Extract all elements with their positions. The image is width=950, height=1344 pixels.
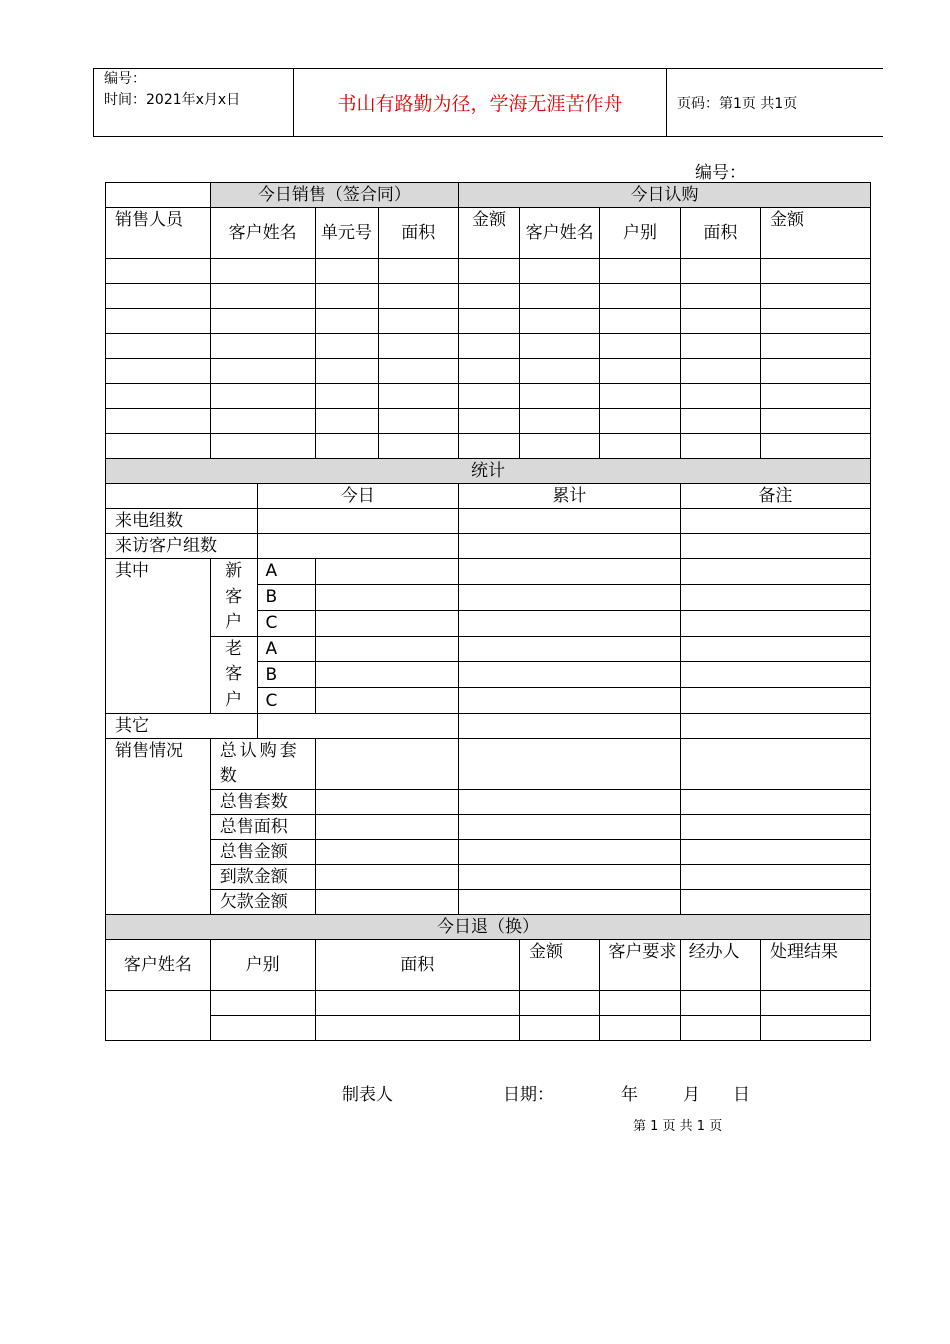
customer-name2-header: 客户姓名 — [519, 208, 599, 259]
cell[interactable] — [315, 384, 378, 409]
cell[interactable] — [761, 284, 871, 309]
stats-cumulative-header: 累计 — [458, 484, 680, 509]
cell[interactable] — [600, 359, 680, 384]
cell[interactable] — [210, 259, 315, 284]
cell[interactable] — [315, 662, 458, 688]
year-label: 年 — [621, 1085, 638, 1105]
cell[interactable] — [680, 610, 870, 636]
grade-c-label: C — [257, 688, 315, 714]
cell[interactable] — [315, 434, 378, 459]
cell[interactable] — [680, 409, 760, 434]
cell[interactable] — [315, 815, 458, 840]
table-row — [106, 1016, 871, 1041]
returns-customer-name-header: 客户姓名 — [106, 940, 211, 991]
cell[interactable] — [761, 309, 871, 334]
cell[interactable] — [519, 334, 599, 359]
stats-remark-header: 备注 — [680, 484, 870, 509]
cell[interactable] — [315, 309, 378, 334]
returns-header: 今日退（换） — [106, 915, 871, 940]
table-row — [106, 434, 871, 459]
cell[interactable] — [680, 865, 870, 890]
cell[interactable] — [315, 790, 458, 815]
table-row — [106, 359, 871, 384]
cell[interactable] — [761, 1016, 871, 1041]
total-subscribed-label: 总认购套数 — [210, 739, 315, 790]
cell[interactable] — [106, 384, 211, 409]
cell[interactable] — [315, 890, 458, 915]
grade-b-label: B — [257, 584, 315, 610]
table-row — [106, 334, 871, 359]
cell[interactable] — [315, 334, 378, 359]
cell[interactable] — [680, 739, 870, 790]
salesperson-header: 销售人员 — [106, 208, 211, 259]
cell[interactable] — [315, 559, 458, 585]
area2-header: 面积 — [680, 208, 760, 259]
cell[interactable] — [257, 714, 458, 739]
cell[interactable] — [680, 714, 870, 739]
cell[interactable] — [106, 334, 211, 359]
stats-corner — [106, 484, 258, 509]
header-motto: 书山有路勤为径，学海无涯苦作舟 — [294, 69, 667, 136]
cell[interactable] — [315, 865, 458, 890]
sales-report-form — [105, 182, 871, 1041]
unit-type-header: 户别 — [600, 208, 680, 259]
table-row — [106, 309, 871, 334]
grade-b-label: B — [257, 662, 315, 688]
cell[interactable] — [458, 284, 519, 309]
cell[interactable] — [106, 284, 211, 309]
cell[interactable] — [315, 359, 378, 384]
cell[interactable] — [600, 991, 680, 1016]
cell[interactable] — [458, 815, 680, 840]
other-label: 其它 — [106, 714, 258, 739]
returns-result-header: 处理结果 — [761, 940, 871, 991]
cell[interactable] — [680, 688, 870, 714]
cell[interactable] — [257, 509, 458, 534]
cell[interactable] — [680, 534, 870, 559]
cell[interactable] — [458, 409, 519, 434]
cell[interactable] — [210, 409, 315, 434]
cell[interactable] — [519, 384, 599, 409]
cell[interactable] — [315, 610, 458, 636]
cell[interactable] — [680, 434, 760, 459]
cell[interactable] — [680, 1016, 760, 1041]
grade-a-label: A — [257, 559, 315, 585]
sales-status-label: 销售情况 — [106, 739, 211, 915]
owed-amount-label: 欠款金额 — [210, 890, 315, 915]
cell[interactable] — [458, 865, 680, 890]
cell[interactable] — [210, 1016, 315, 1041]
cell[interactable] — [210, 991, 315, 1016]
cell[interactable] — [680, 636, 870, 662]
cell[interactable] — [378, 309, 458, 334]
cell[interactable] — [680, 359, 760, 384]
unit-no-header: 单元号 — [315, 208, 378, 259]
cell[interactable] — [761, 359, 871, 384]
cell[interactable] — [210, 309, 315, 334]
cell[interactable] — [210, 359, 315, 384]
total-sold-amount-label: 总售金额 — [210, 840, 315, 865]
cell[interactable] — [378, 409, 458, 434]
cell[interactable] — [210, 434, 315, 459]
cell[interactable] — [458, 890, 680, 915]
cell[interactable] — [680, 384, 760, 409]
cell[interactable] — [315, 840, 458, 865]
cell[interactable] — [210, 334, 315, 359]
cell[interactable] — [106, 259, 211, 284]
cell[interactable] — [315, 991, 519, 1016]
cell[interactable] — [315, 688, 458, 714]
corner-cell — [106, 183, 211, 208]
day-label: 日 — [733, 1085, 750, 1105]
cell[interactable] — [680, 334, 760, 359]
table-row — [106, 409, 871, 434]
returns-unit-type-header: 户别 — [210, 940, 315, 991]
cell[interactable] — [458, 584, 680, 610]
month-label: 月 — [683, 1085, 700, 1105]
amount-header: 金额 — [458, 208, 519, 259]
table-row — [106, 284, 871, 309]
cell[interactable] — [458, 534, 680, 559]
cell[interactable] — [315, 1016, 519, 1041]
cell[interactable] — [458, 662, 680, 688]
cell[interactable] — [378, 434, 458, 459]
cell[interactable] — [458, 714, 680, 739]
amount2-header: 金额 — [761, 208, 871, 259]
cell[interactable] — [680, 662, 870, 688]
header-time: 时间：2021年x月x日 — [104, 92, 241, 108]
cell[interactable] — [680, 259, 760, 284]
header-serial: 编号： — [104, 71, 146, 87]
cell[interactable] — [458, 509, 680, 534]
table-row — [106, 991, 871, 1016]
cell[interactable] — [106, 359, 211, 384]
cell[interactable] — [458, 384, 519, 409]
cell[interactable] — [519, 259, 599, 284]
total-sold-area-label: 总售面积 — [210, 815, 315, 840]
customer-name-header: 客户姓名 — [210, 208, 315, 259]
old-customer-label: 老客户 — [210, 636, 257, 714]
cell[interactable] — [761, 991, 871, 1016]
returns-area-header: 面积 — [315, 940, 519, 991]
preparer-label: 制表人 — [342, 1085, 393, 1105]
cell[interactable] — [761, 384, 871, 409]
cell[interactable] — [519, 991, 599, 1016]
visits-label: 来访客户组数 — [106, 534, 258, 559]
cell[interactable] — [680, 890, 870, 915]
cell[interactable] — [680, 815, 870, 840]
cell[interactable] — [600, 384, 680, 409]
cell[interactable] — [680, 509, 870, 534]
cell[interactable] — [600, 259, 680, 284]
cell[interactable] — [106, 434, 211, 459]
cell[interactable] — [315, 284, 378, 309]
calls-label: 来电组数 — [106, 509, 258, 534]
cell[interactable] — [106, 309, 211, 334]
cell[interactable] — [257, 534, 458, 559]
cell[interactable] — [519, 284, 599, 309]
cell[interactable] — [458, 688, 680, 714]
cell[interactable] — [458, 739, 680, 790]
cell[interactable] — [458, 636, 680, 662]
cell[interactable] — [519, 359, 599, 384]
cell[interactable] — [600, 284, 680, 309]
stats-header: 统计 — [106, 459, 871, 484]
cell[interactable] — [680, 559, 870, 585]
returns-amount-header: 金额 — [519, 940, 599, 991]
cell[interactable] — [761, 434, 871, 459]
page-footer: 第 1 页 共 1 页 — [633, 1119, 723, 1134]
cell[interactable] — [458, 359, 519, 384]
cell[interactable] — [378, 359, 458, 384]
cell[interactable] — [600, 309, 680, 334]
cell[interactable] — [106, 991, 211, 1041]
cell[interactable] — [210, 284, 315, 309]
cell[interactable] — [210, 384, 315, 409]
cell[interactable] — [600, 409, 680, 434]
cell[interactable] — [761, 259, 871, 284]
cell[interactable] — [680, 584, 870, 610]
returns-handler-header: 经办人 — [680, 940, 760, 991]
stats-today-header: 今日 — [257, 484, 458, 509]
cell[interactable] — [315, 636, 458, 662]
today-sales-header: 今日销售（签合同） — [210, 183, 458, 208]
cell[interactable] — [458, 559, 680, 585]
returns-customer-request-header: 客户要求 — [600, 940, 680, 991]
cell[interactable] — [761, 334, 871, 359]
received-amount-label: 到款金额 — [210, 865, 315, 890]
cell[interactable] — [378, 284, 458, 309]
cell[interactable] — [458, 840, 680, 865]
today-subscribe-header: 今日认购 — [458, 183, 870, 208]
cell[interactable] — [680, 790, 870, 815]
cell[interactable] — [600, 434, 680, 459]
cell[interactable] — [519, 409, 599, 434]
area-header: 面积 — [378, 208, 458, 259]
cell[interactable] — [378, 259, 458, 284]
cell[interactable] — [458, 790, 680, 815]
date-label: 日期： — [503, 1085, 554, 1105]
cell[interactable] — [600, 1016, 680, 1041]
cell[interactable] — [680, 991, 760, 1016]
cell[interactable] — [519, 309, 599, 334]
cell[interactable] — [458, 309, 519, 334]
cell[interactable] — [519, 434, 599, 459]
new-customer-label: 新客户 — [210, 559, 257, 637]
cell[interactable] — [458, 334, 519, 359]
grade-c-label: C — [257, 610, 315, 636]
grade-a-label: A — [257, 636, 315, 662]
cell[interactable] — [458, 610, 680, 636]
cell[interactable] — [600, 334, 680, 359]
form-serial: 编号： — [695, 163, 746, 183]
cell[interactable] — [680, 284, 760, 309]
cell[interactable] — [315, 259, 378, 284]
cell[interactable] — [315, 739, 458, 790]
cell[interactable] — [378, 384, 458, 409]
cell[interactable] — [378, 334, 458, 359]
page-header — [93, 68, 883, 137]
cell[interactable] — [519, 1016, 599, 1041]
header-meta — [93, 69, 294, 136]
cell[interactable] — [680, 309, 760, 334]
cell[interactable] — [315, 409, 378, 434]
cell[interactable] — [106, 409, 211, 434]
table-row — [106, 259, 871, 284]
total-sold-units-label: 总售套数 — [210, 790, 315, 815]
cell[interactable] — [680, 840, 870, 865]
cell[interactable] — [458, 259, 519, 284]
cell[interactable] — [315, 584, 458, 610]
table-row — [106, 384, 871, 409]
header-page-info: 页码：第1页 共1页 — [677, 95, 798, 112]
cell[interactable] — [761, 409, 871, 434]
among-label: 其中 — [106, 559, 211, 714]
cell[interactable] — [458, 434, 519, 459]
